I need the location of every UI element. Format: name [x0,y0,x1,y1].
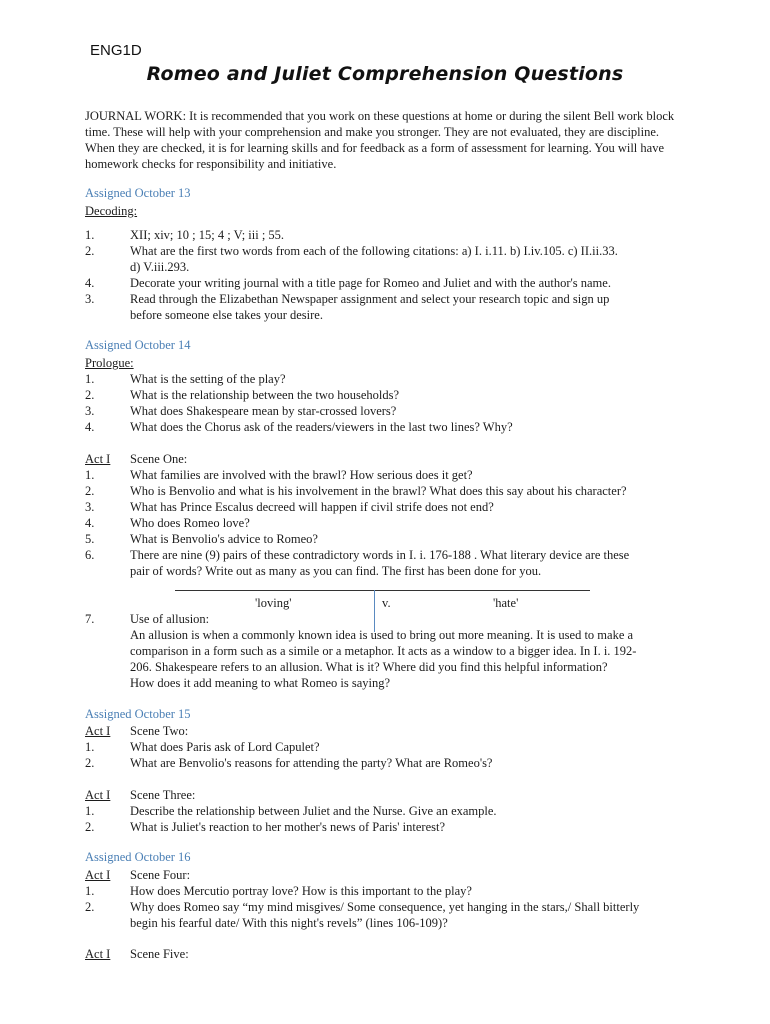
section-decoding: Decoding: [85,204,138,218]
heading-oct-14: Assigned October 14 [85,338,191,352]
answer-table-divider [374,590,375,632]
question-text: Who is Benvolio and what is his involvement in the brawl? What does this say about his character? [130,484,627,498]
item-number: 2. [85,388,95,402]
question-text: comparison in a form such as a simile or a metaphor. It acts as a window to a bigger idea. In I. i. 192- [130,644,637,658]
scene-label: Scene Three: [130,788,196,802]
act-label: Act I [85,452,111,466]
scene-label: Scene Two: [130,724,189,738]
item-number: 2. [85,484,95,498]
question-text: XII; xiv; 10 ; 15; 4 ; V; iii ; 55. [130,228,285,242]
item-number: 2. [85,756,95,770]
journal-intro: JOURNAL WORK: It is recommended that you work on these questions at home or during the silent Bell work block time. These will help with your comprehension and make you stronger. They are not evaluated, they are discipline. When they are checked, it is for learning skills and for feedback as a form of assessment for learning. You will have homework checks for responsibility and initiative. [85,109,675,171]
heading-oct-16: Assigned October 16 [85,850,191,864]
question-text: What is the setting of the play? [130,372,286,386]
question-text: What is Juliet's reaction to her mother's news of Paris' interest? [130,820,446,834]
question-text: What does Shakespeare mean by star-crossed lovers? [130,404,397,418]
question-text: Describe the relationship between Juliet and the Nurse. Give an example. [130,804,497,818]
scene-label: Scene Four: [130,868,191,882]
item-number: 7. [85,612,95,626]
question-text: What are the first two words from each of the following citations: a) I. i.11. b) I.iv.105. c) II.ii.33. [130,244,618,258]
question-text: Read through the Elizabethan Newspaper assignment and select your research topic and sign up [130,292,610,306]
scene-label: Scene One: [130,452,188,466]
heading-oct-13: Assigned October 13 [85,186,191,200]
question-text: How does it add meaning to what Romeo is saying? [130,676,391,690]
question-text: What is Benvolio's advice to Romeo? [130,532,318,546]
item-number: 6. [85,548,95,562]
item-number: 1. [85,228,95,242]
course-code: ENG1D [90,42,142,59]
scene-label: Scene Five: [130,947,189,961]
question-text: Decorate your writing journal with a title page for Romeo and Juliet and with the author's name. [130,276,611,290]
item-number: 2. [85,244,95,258]
item-number: 2. [85,820,95,834]
item-number: 1. [85,468,95,482]
question-text: What does the Chorus ask of the readers/viewers in the last two lines? Why? [130,420,513,434]
question-text: pair of words? Write out as many as you can find. The first has been done for you. [130,564,542,578]
question-text: What does Paris ask of Lord Capulet? [130,740,320,754]
question-text: before someone else takes your desire. [130,308,323,322]
item-number: 1. [85,884,95,898]
page-title: Romeo and Juliet Comprehension Questions [146,63,624,85]
item-number: 1. [85,740,95,754]
question-text: What is the relationship between the two households? [130,388,400,402]
heading-oct-15: Assigned October 15 [85,707,191,721]
item-number: 3. [85,404,95,418]
question-text: What families are involved with the brawl? How serious does it get? [130,468,473,482]
question-text: 206. Shakespeare refers to an allusion. What is it? Where did you find this helpful information? [130,660,608,674]
act-label: Act I [85,868,111,882]
pair-left-word: 'loving' [255,596,292,610]
question-text: How does Mercutio portray love? How is this important to the play? [130,884,472,898]
item-number: 4. [85,276,95,290]
question-text: Who does Romeo love? [130,516,250,530]
question-text: There are nine (9) pairs of these contradictory words in I. i. 176-188 . What literary device are these [130,548,630,562]
question-text: What are Benvolio's reasons for attending the party? What are Romeo's? [130,756,493,770]
pair-right-word: 'hate' [493,596,519,610]
question-text: What has Prince Escalus decreed will happen if civil strife does not end? [130,500,494,514]
question-text: d) V.iii.293. [130,260,190,274]
item-number: 2. [85,900,95,914]
question-text: Why does Romeo say “my mind misgives/ Some consequence, yet hanging in the stars,/ Shall bitterly [130,900,640,914]
item-number: 3. [85,500,95,514]
item-number: 5. [85,532,95,546]
section-prologue: Prologue: [85,356,134,370]
item-number: 1. [85,372,95,386]
answer-table-rule [175,590,590,591]
item-number: 4. [85,420,95,434]
question-text: An allusion is when a commonly known idea is used to bring out more meaning. It is used to make a [130,628,634,642]
item-number: 4. [85,516,95,530]
act-label: Act I [85,788,111,802]
question-title: Use of allusion: [130,612,210,626]
pair-versus: v. [382,596,391,610]
item-number: 3. [85,292,95,306]
act-label: Act I [85,724,111,738]
question-text: begin his fearful date/ With this night's revels” (lines 106-109)? [130,916,448,930]
act-label: Act I [85,947,111,961]
item-number: 1. [85,804,95,818]
